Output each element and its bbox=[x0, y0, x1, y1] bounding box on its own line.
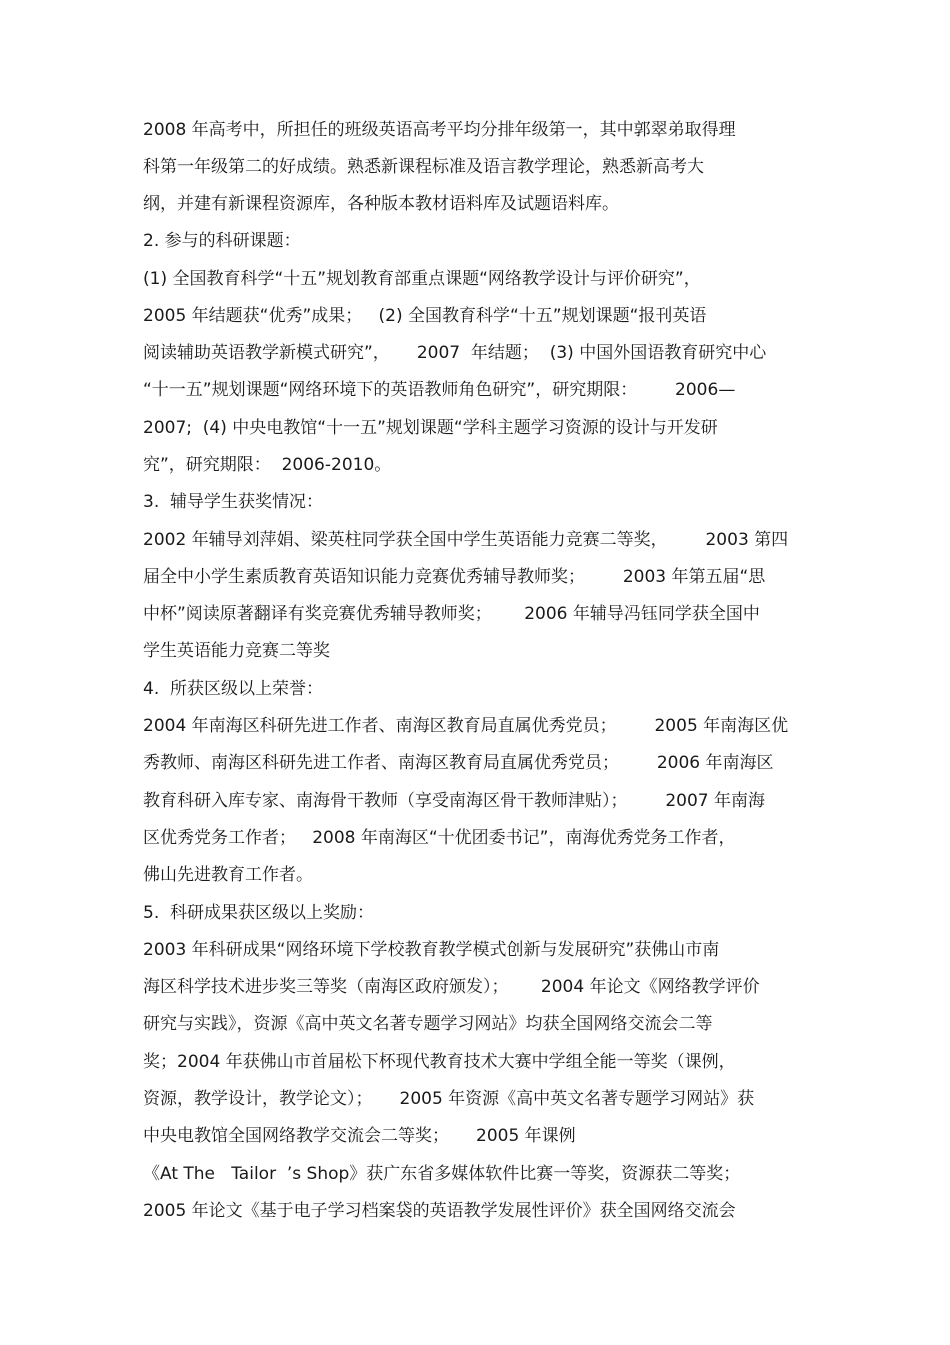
text-line: 2007; (4) 中央电教馆“十一五”规划课题“学科主题学习资源的设计与开发研 bbox=[143, 418, 718, 438]
text-line: 2004 年南海区科研先进工作者、南海区教育局直属优秀党员； 2005 年南海区优 bbox=[143, 716, 789, 736]
text-line: 资源，教学设计，教学论文）； 2005 年资源《高中英文名著专题学习网站》获 bbox=[143, 1089, 755, 1109]
text-line: 2005 年论文《基于电子学习档案袋的英语教学发展性评价》获全国网络交流会 bbox=[143, 1201, 736, 1221]
section-heading: 2. 参与的科研课题： bbox=[143, 231, 301, 251]
text-line: 纲，并建有新课程资源库，各种版本教材语料库及试题语料库。 bbox=[143, 194, 619, 214]
text-line: 学生英语能力竞赛二等奖 bbox=[143, 641, 330, 661]
text-line: 奖；2004 年获佛山市首届松下杯现代教育技术大赛中学组全能一等奖（课例， bbox=[143, 1052, 736, 1072]
text-line: 2002 年辅导刘萍娟、梁英柱同学获全国中学生英语能力竞赛二等奖， 2003 第四 bbox=[143, 530, 789, 550]
section-heading: 5. 科研成果获区级以上奖励： bbox=[143, 903, 375, 923]
text-line: 2008 年高考中，所担任的班级英语高考平均分排年级第一，其中郭翠弟取得理 bbox=[143, 120, 736, 140]
text-line: “十一五”规划课题“网络环境下的英语教师角色研究”，研究期限： 2006— bbox=[143, 380, 736, 400]
text-line: 中杯”阅读原著翻译有奖竞赛优秀辅导教师奖； 2006 年辅导冯钰同学获全国中 bbox=[143, 604, 760, 624]
text-line: 区优秀党务工作者； 2008 年南海区“十优团委书记”，南海优秀党务工作者， bbox=[143, 828, 736, 848]
section-heading: 3. 辅导学生获奖情况： bbox=[143, 492, 324, 512]
text-line: 海区科学技术进步奖三等奖（南海区政府颁发）； 2004 年论文《网络教学评价 bbox=[143, 977, 760, 997]
text-line: 究”，研究期限： 2006-2010。 bbox=[143, 455, 392, 475]
text-line: 研究与实践》，资源《高中英文名著专题学习网站》均获全国网络交流会二等 bbox=[143, 1014, 713, 1034]
text-line: 2005 年结题获“优秀”成果； (2) 全国教育科学“十五”规划课题“报刊英语 bbox=[143, 306, 707, 326]
text-line: 2003 年科研成果“网络环境下学校教育教学模式创新与发展研究”获佛山市南 bbox=[143, 940, 720, 960]
text-line: 佛山先进教育工作者。 bbox=[143, 865, 313, 885]
text-line: 科第一年级第二的好成绩。熟悉新课程标准及语言教学理论，熟悉新高考大 bbox=[143, 157, 704, 177]
text-line: 《At The Tailor ’s Shop》获广东省多媒体软件比赛一等奖，资源获二等奖； bbox=[143, 1164, 741, 1184]
text-line: 教育科研入库专家、南海骨干教师（享受南海区骨干教师津贴）； 2007 年南海 bbox=[143, 791, 765, 811]
text-line: 阅读辅助英语教学新模式研究”， 2007 年结题； (3) 中国外国语教育研究中心 bbox=[143, 343, 767, 363]
text-line: (1) 全国教育科学“十五”规划教育部重点课题“网络教学设计与评价研究”， bbox=[143, 269, 701, 289]
text-line: 中央电教馆全国网络教学交流会二等奖； 2005 年课例 bbox=[143, 1126, 576, 1146]
section-heading: 4. 所获区级以上荣誉： bbox=[143, 679, 324, 699]
text-line: 秀教师、南海区科研先进工作者、南海区教育局直属优秀党员； 2006 年南海区 bbox=[143, 753, 774, 773]
text-line: 届全中小学生素质教育英语知识能力竞赛优秀辅导教师奖； 2003 年第五届“思 bbox=[143, 567, 766, 587]
